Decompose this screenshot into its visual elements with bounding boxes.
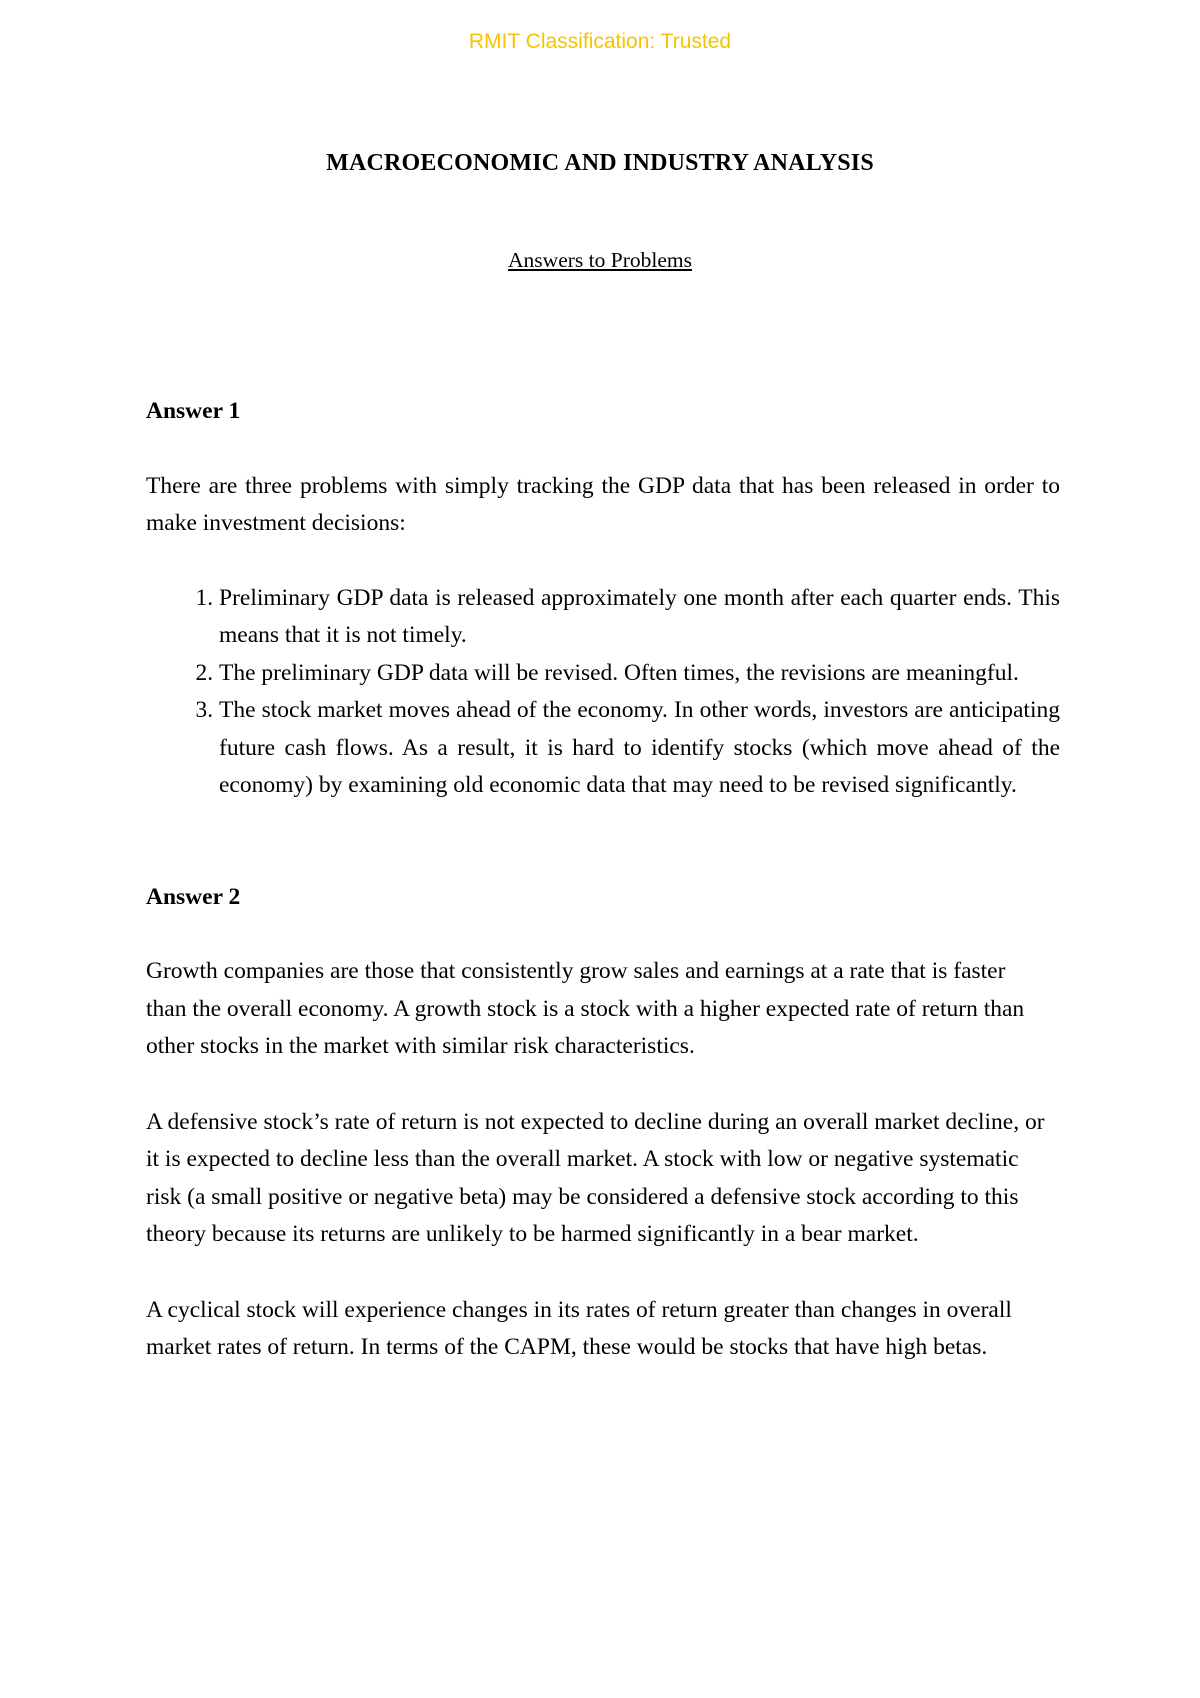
document-body — [146, 393, 1060, 1367]
answer-1-intro: There are three problems with simply tracking the GDP data that has been released in order to make investment decisions: — [146, 472, 1060, 536]
answer-1-heading: Answer 1 — [146, 398, 241, 424]
answer-2-paragraph-defensive: A defensive stock’s rate of return is not expected to decline during an overall market decline, or it is expected to decline less than the overall market. A stock with low or negative systematic risk (a small positive or negative beta) may be considered a defensive stock according to this theory because its returns are unlikely to be harmed significantly in a bear market. — [146, 1108, 1045, 1247]
list-item: 1. Preliminary GDP data is released approximately one month after each quarter ends. This means that it is not timely. — [219, 580, 1060, 655]
list-item: 2. The preliminary GDP data will be revised. Often times, the revisions are meaningful. — [219, 655, 1060, 693]
list-item: 3. The stock market moves ahead of the economy. In other words, investors are anticipating future cash flows. As a result, it is hard to identify stocks (which move ahead of the economy) by examining old economic data that may need to be revised significantly. — [219, 692, 1060, 805]
answer-2-heading: Answer 2 — [146, 883, 241, 910]
document-subtitle: Answers to Problems — [508, 248, 692, 272]
classification-label: RMIT Classification: Trusted — [468, 30, 732, 53]
answer-2-paragraph-growth: Growth companies are those that consistently grow sales and earnings at a rate that is faster than the overall economy. A growth stock is a stock with a higher expected rate of return than other stocks in the market with similar risk characteristics. — [146, 958, 1025, 1059]
document-title: MACROECONOMIC AND INDUSTRY ANALYSIS — [326, 150, 874, 176]
answer-1-list — [146, 580, 1060, 805]
answer-2-paragraph-cyclical: A cyclical stock will experience changes in its rates of return greater than changes in overall market rates of return. In terms of the CAPM, these would be stocks that have high betas. — [146, 1296, 1012, 1360]
